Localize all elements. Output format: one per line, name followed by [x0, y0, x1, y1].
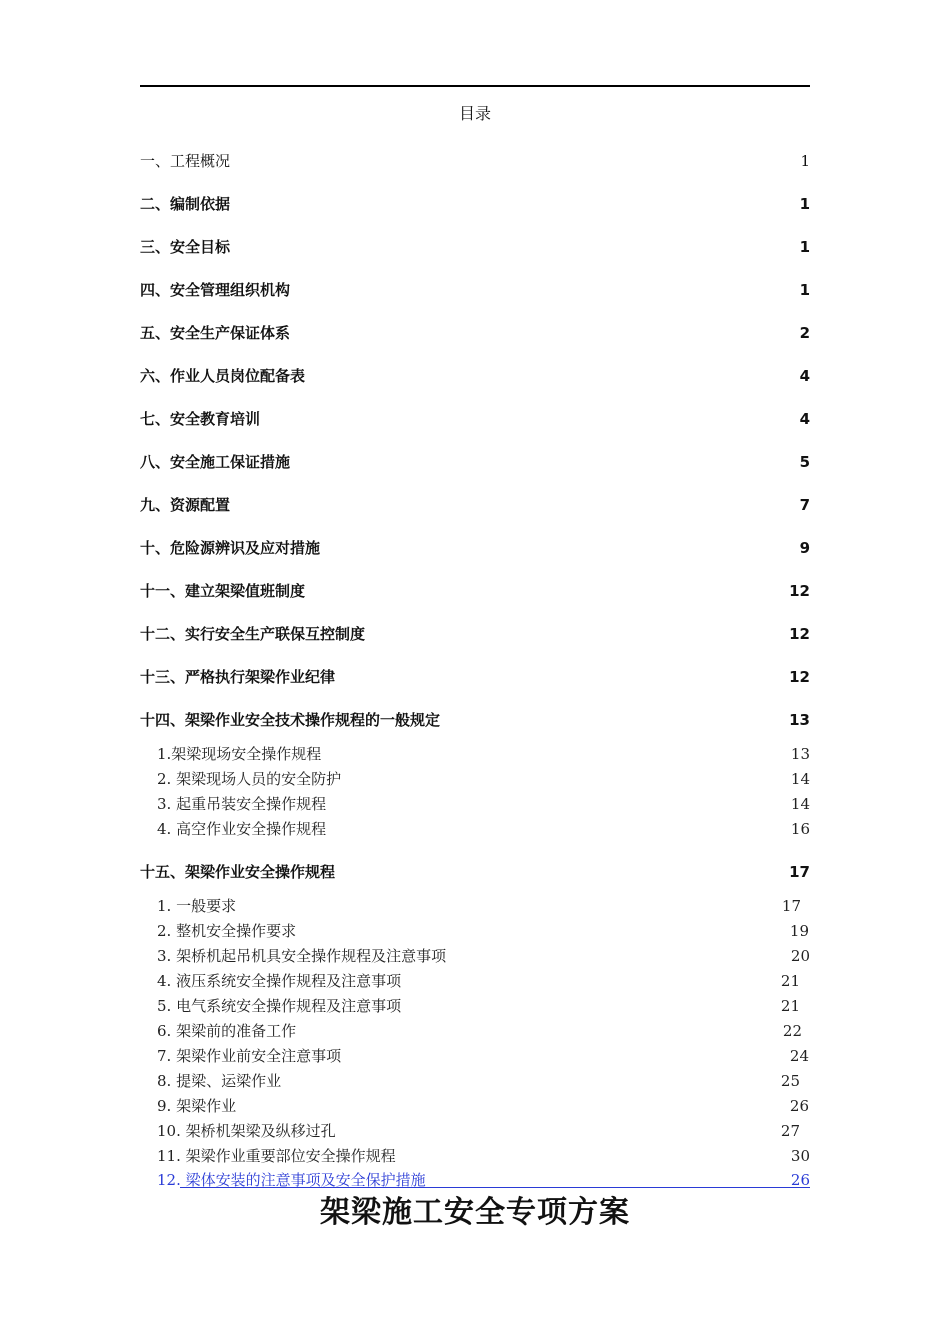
toc-entry-text: 十五、架梁作业安全操作规程 [140, 863, 336, 881]
toc-entry-page: 14 [790, 770, 810, 788]
toc-entry-text: 3. 架桥机起吊机具安全操作规程及注意事项 [157, 947, 447, 965]
toc-entry [140, 193, 810, 215]
toc-entry-text: 1. 一般要求 [157, 897, 237, 915]
toc-entry-text: 三、安全目标 [140, 238, 231, 256]
toc-entry [157, 818, 810, 840]
toc-entry-page: 7 [799, 496, 810, 514]
toc-entry [140, 150, 810, 172]
toc-entry [140, 494, 810, 516]
toc-entry-text: 四、安全管理组织机构 [140, 281, 291, 299]
toc-entry-page: 13 [790, 745, 810, 763]
toc-entry-text: 十二、实行安全生产联保互控制度 [140, 625, 366, 643]
toc-entry-text: 十一、建立架梁值班制度 [140, 582, 306, 600]
document-title: 架梁施工安全专项方案 [320, 1195, 630, 1230]
toc-entry-page: 27 [780, 1122, 800, 1140]
toc-entry-page: 1 [799, 195, 810, 213]
toc-entry-text: 3. 起重吊装安全操作规程 [157, 795, 327, 813]
toc-entry-text: 九、资源配置 [140, 496, 231, 514]
toc-entry [157, 793, 810, 815]
toc-entry-page: 19 [789, 922, 809, 940]
toc-entry [157, 970, 810, 992]
toc-entry-page: 12 [789, 668, 810, 686]
toc-entry [157, 920, 810, 942]
toc-entry [140, 666, 810, 688]
toc-entry-text: 七、安全教育培训 [140, 410, 261, 428]
toc-entry [140, 451, 810, 473]
toc-entry-text: 八、安全施工保证措施 [140, 453, 291, 471]
toc-entry [140, 580, 810, 602]
toc-entry [140, 236, 810, 258]
toc-entry-text: 8. 提梁、运梁作业 [157, 1072, 282, 1090]
toc-entry-text: 9. 架梁作业 [157, 1097, 237, 1115]
toc-entry-text: 10. 架桥机架梁及纵移过孔 [157, 1122, 336, 1140]
toc-entry [157, 1045, 810, 1067]
toc-entry-text: 4. 高空作业安全操作规程 [157, 820, 327, 838]
toc-entry-page: 1 [800, 152, 810, 170]
toc-entry-page: 1 [799, 238, 810, 256]
toc-entry-text: 十四、架梁作业安全技术操作规程的一般规定 [140, 711, 441, 729]
toc-entry-page: 26 [789, 1097, 809, 1115]
toc-entry-page: 4 [799, 410, 810, 428]
toc-entry-text: 7. 架梁作业前安全注意事项 [157, 1047, 342, 1065]
toc-entry-text: 12. 梁体安装的注意事项及安全保护措施 [157, 1171, 426, 1189]
toc-entry-page: 21 [780, 972, 800, 990]
toc-entry-page: 22 [782, 1022, 802, 1040]
toc-entry [157, 1020, 810, 1042]
toc-entry-text: 5. 电气系统安全操作规程及注意事项 [157, 997, 402, 1015]
toc-entry-page: 12 [789, 625, 810, 643]
toc-entry-text: 2. 整机安全操作要求 [157, 922, 297, 940]
toc-entry [140, 861, 810, 883]
toc-entry-page: 1 [799, 281, 810, 299]
toc-entry-text: 二、编制依据 [140, 195, 231, 213]
toc-entry [157, 995, 810, 1017]
toc-entry-text: 一、工程概况 [140, 152, 231, 170]
toc-entry-page: 17 [781, 897, 801, 915]
toc-entry [157, 945, 810, 967]
toc-entry [140, 322, 810, 344]
toc-entry-text: 六、作业人员岗位配备表 [140, 367, 306, 385]
toc-entry-text: 十、危险源辨识及应对措施 [140, 539, 321, 557]
toc-title: 目录 [458, 104, 491, 123]
toc-entry-page: 2 [799, 324, 810, 342]
toc-entry-page: 4 [799, 367, 810, 385]
toc-entry-text: 11. 架梁作业重要部位安全操作规程 [157, 1147, 396, 1165]
toc-entry-text: 4. 液压系统安全操作规程及注意事项 [157, 972, 402, 990]
toc-entry [140, 623, 810, 645]
toc-entry [157, 768, 810, 790]
header-rule [140, 85, 810, 87]
toc-entry-page: 5 [799, 453, 810, 471]
toc-entry [140, 537, 810, 559]
toc-entry-page: 12 [789, 582, 810, 600]
toc-entry-page: 13 [789, 711, 810, 729]
toc-entry-page: 16 [790, 820, 810, 838]
toc-entry-page: 14 [790, 795, 810, 813]
toc-entry [157, 895, 810, 917]
toc-entry-text: 6. 架梁前的准备工作 [157, 1022, 297, 1040]
toc-entry-page: 25 [780, 1072, 800, 1090]
toc-entry [157, 1070, 810, 1092]
toc-entry-page: 20 [790, 947, 810, 965]
toc-entry [140, 709, 810, 731]
toc-entry-page: 26 [790, 1171, 810, 1189]
toc-entry-page: 17 [789, 863, 810, 881]
toc-entry [157, 1095, 810, 1117]
toc-entry [140, 279, 810, 301]
toc-entry-text: 十三、严格执行架梁作业纪律 [140, 668, 336, 686]
toc-entry-text: 1.架梁现场安全操作规程 [157, 745, 322, 763]
toc-entry-page: 30 [790, 1147, 810, 1165]
toc-entry-text: 五、安全生产保证体系 [140, 324, 291, 342]
toc-entry [157, 1145, 810, 1167]
toc-entry-page: 24 [789, 1047, 809, 1065]
toc-entry-page: 9 [799, 539, 810, 557]
toc-entry [140, 408, 810, 430]
toc-entry [157, 1120, 810, 1142]
toc-entry [140, 365, 810, 387]
toc-entry [157, 743, 810, 765]
toc-entry-page: 21 [780, 997, 800, 1015]
toc-entry-text: 2. 架梁现场人员的安全防护 [157, 770, 342, 788]
